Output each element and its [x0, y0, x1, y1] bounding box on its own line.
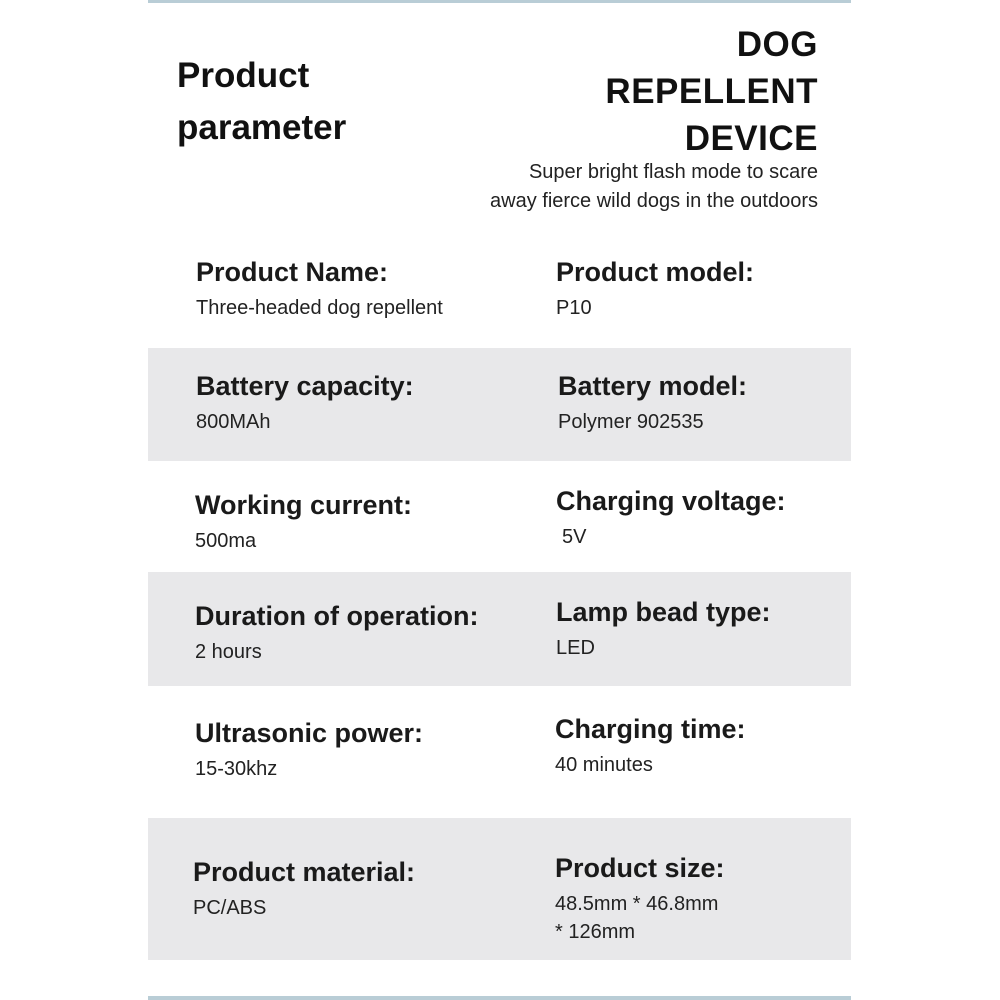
bottom-divider	[148, 996, 851, 1000]
spec-row-product	[148, 240, 851, 348]
spec-value: 15-30khz	[195, 758, 278, 780]
spec-row-physical	[148, 818, 851, 960]
spec-label: Product material:	[193, 857, 416, 887]
spec-row-power	[148, 686, 851, 818]
spec-label: Ultrasonic power:	[195, 718, 424, 748]
spec-value: 48.5mm * 46.8mm * 126mm	[555, 893, 719, 943]
spec-label: Working current:	[195, 490, 413, 520]
spec-value: Polymer 902535	[558, 411, 704, 433]
page-title: Product parameter	[177, 56, 347, 147]
spec-row-battery	[148, 348, 851, 461]
spec-label: Product Name:	[196, 257, 389, 287]
spec-product-size	[555, 852, 725, 946]
spec-value: 2 hours	[195, 641, 262, 663]
spec-value: PC/ABS	[193, 897, 267, 919]
spec-label: Duration of operation:	[195, 601, 479, 631]
spec-product-material	[193, 856, 415, 922]
spec-battery-model	[558, 370, 747, 436]
spec-charging-voltage	[556, 485, 786, 551]
spec-label: Product model:	[556, 257, 755, 287]
spec-value: Three-headed dog repellent	[196, 297, 443, 319]
spec-label: Charging voltage:	[556, 486, 786, 516]
spec-label: Product size:	[555, 853, 725, 883]
spec-product-model	[556, 256, 754, 322]
spec-row-electrical	[148, 461, 851, 572]
spec-value: 800MAh	[196, 411, 271, 433]
spec-charging-time	[555, 713, 746, 779]
spec-label: Battery model:	[558, 371, 748, 401]
product-heading: DOG REPELLENT DEVICE	[605, 25, 818, 158]
spec-value: 40 minutes	[555, 754, 653, 776]
spec-battery-capacity	[196, 370, 414, 436]
spec-product-name	[196, 256, 443, 322]
top-divider	[148, 0, 851, 3]
spec-label: Battery capacity:	[196, 371, 414, 401]
spec-duration	[195, 600, 478, 666]
product-tagline: Super bright flash mode to scare away fierce wild dogs in the outdoors	[490, 161, 818, 212]
spec-value: 5V	[562, 526, 587, 548]
spec-row-operation	[148, 572, 851, 686]
spec-value: LED	[556, 637, 595, 659]
spec-ultrasonic-power	[195, 717, 423, 783]
spec-lamp-bead	[556, 596, 771, 662]
spec-value: 500ma	[195, 530, 257, 552]
spec-label: Charging time:	[555, 714, 746, 744]
spec-label: Lamp bead type:	[556, 597, 771, 627]
spec-value: P10	[556, 297, 592, 319]
spec-working-current	[195, 489, 412, 555]
